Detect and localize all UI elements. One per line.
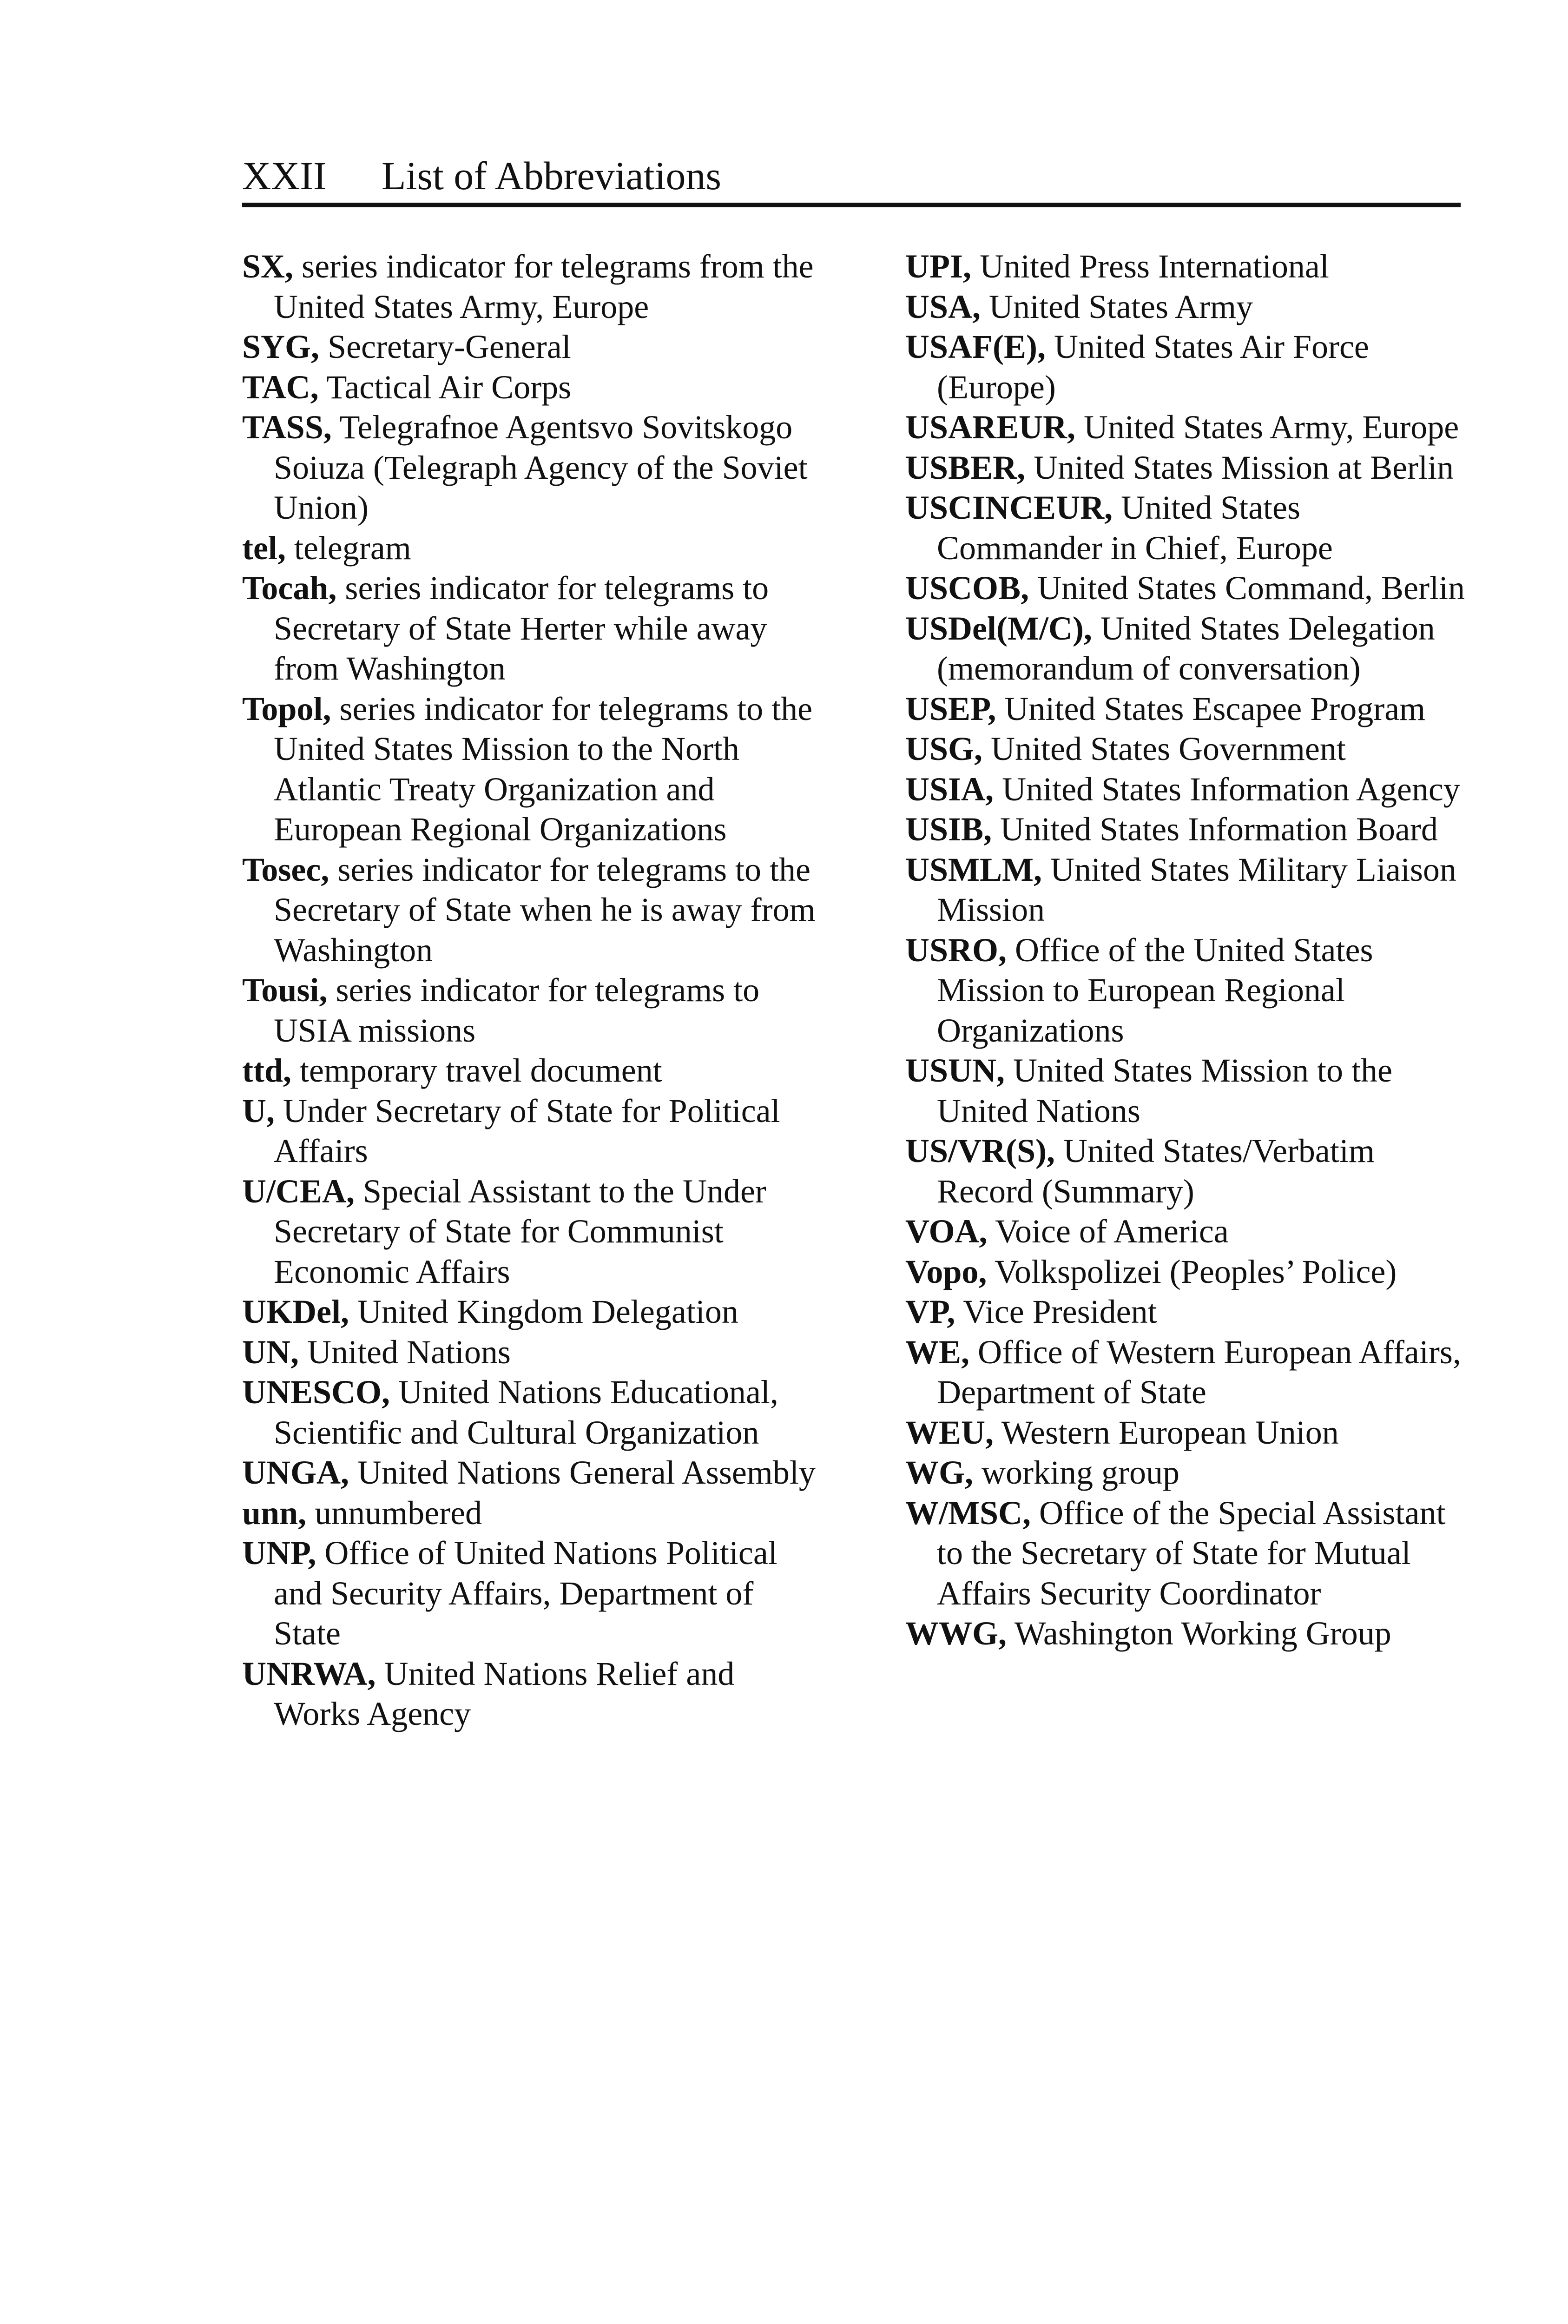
abbreviation-term: USCOB, — [905, 569, 1029, 607]
abbreviation-term: USAF(E), — [905, 328, 1046, 365]
abbreviation-term: USIA, — [905, 770, 994, 808]
abbreviation-term: Topol, — [242, 690, 331, 727]
abbreviation-term: WWG, — [905, 1615, 1007, 1652]
abbreviation-entry — [905, 1252, 1468, 1292]
abbreviation-definition: United States Commander in Chief, Europe — [937, 489, 1333, 567]
abbreviation-definition: Vice President — [955, 1293, 1157, 1330]
abbreviation-entry — [905, 327, 1468, 407]
abbreviation-term: SX, — [242, 248, 294, 285]
abbreviation-entry — [242, 528, 828, 568]
abbreviation-definition: temporary travel document — [291, 1052, 662, 1089]
abbreviation-term: USCINCEUR, — [905, 489, 1113, 526]
abbreviation-definition: Western European Union — [994, 1413, 1339, 1451]
abbreviation-definition: Voice of America — [987, 1213, 1229, 1250]
abbreviation-entry — [242, 1091, 828, 1171]
abbreviation-definition: Office of United Nations Political and Security Affairs, Department of State — [274, 1534, 777, 1652]
abbreviation-term: USDel(M/C), — [905, 609, 1092, 647]
abbreviation-definition: United Kingdom Delegation — [349, 1293, 738, 1330]
abbreviation-term: VP, — [905, 1293, 955, 1330]
abbreviation-definition: United Nations Relief and Works Agency — [274, 1655, 735, 1732]
abbreviation-definition: working group — [973, 1454, 1179, 1491]
abbreviation-definition: United States/Verbatim Record (Summary) — [937, 1132, 1375, 1210]
abbreviation-entry — [242, 407, 828, 528]
page-number: XXII — [242, 153, 327, 198]
abbreviation-entry — [905, 1332, 1468, 1413]
abbreviation-entry — [905, 246, 1468, 287]
abbreviation-entry — [242, 1493, 828, 1533]
abbreviation-entry — [242, 246, 828, 327]
abbreviation-term: USA, — [905, 288, 981, 325]
abbreviation-entry — [905, 1493, 1468, 1614]
running-title: List of Abbreviations — [382, 153, 721, 198]
abbreviation-definition: unnumbered — [306, 1494, 482, 1532]
abbreviation-term: USG, — [905, 730, 983, 767]
abbreviation-definition: United States Information Board — [992, 811, 1438, 848]
abbreviation-entry — [242, 970, 828, 1050]
abbreviation-term: USUN, — [905, 1052, 1005, 1089]
abbreviation-definition: series indicator for telegrams to the United States Mission to the North Atlantic Treaty Organization and European Regional Organizations — [274, 690, 813, 848]
abbreviation-entry — [242, 1171, 828, 1292]
abbreviation-definition: telegram — [285, 529, 411, 567]
abbreviation-entry — [242, 1452, 828, 1493]
abbreviation-entry — [905, 930, 1468, 1051]
abbreviation-term: US/VR(S), — [905, 1132, 1055, 1169]
abbreviation-definition: United States Army, Europe — [1075, 409, 1459, 446]
abbreviation-entry — [905, 407, 1468, 448]
abbreviation-term: UPI, — [905, 248, 971, 285]
abbreviation-definition: United States Government — [982, 730, 1346, 767]
abbreviation-definition: United States Information Agency — [994, 770, 1460, 808]
page-header — [242, 152, 1461, 207]
abbreviation-definition: United States Mission to the United Nations — [937, 1052, 1393, 1129]
abbreviation-definition: United States Mission at Berlin — [1025, 449, 1454, 486]
abbreviation-term: USEP, — [905, 690, 996, 727]
abbreviation-term: unn, — [242, 1494, 307, 1532]
abbreviation-entry — [242, 850, 828, 971]
abbreviation-definition: United States Air Force (Europe) — [937, 328, 1369, 406]
abbreviation-definition: Office of the United States Mission to European Regional Organizations — [937, 931, 1373, 1049]
abbreviation-entry — [242, 1654, 828, 1734]
abbreviation-term: VOA, — [905, 1213, 988, 1250]
abbreviation-entry — [905, 1050, 1468, 1131]
abbreviation-term: ttd, — [242, 1052, 291, 1089]
abbreviation-entry — [905, 809, 1468, 850]
abbreviation-definition: series indicator for telegrams from the United States Army, Europe — [274, 248, 814, 325]
abbreviation-term: Tousi, — [242, 971, 328, 1009]
abbreviation-term: WEU, — [905, 1413, 994, 1451]
abbreviation-definition: series indicator for telegrams to the Secretary of State when he is away from Washington — [274, 851, 816, 969]
abbreviation-term: WG, — [905, 1454, 974, 1491]
abbreviation-definition: United States Escapee Program — [996, 690, 1426, 727]
abbreviation-definition: Washington Working Group — [1007, 1615, 1391, 1652]
abbreviation-entry — [905, 287, 1468, 327]
abbreviation-entry — [242, 1533, 828, 1654]
abbreviation-term: Vopo, — [905, 1253, 987, 1290]
abbreviation-definition: United States Military Liaison Mission — [937, 851, 1456, 928]
abbreviation-definition: Telegrafnoe Agentsvo Sovitskogo Soiuza (Telegraph Agency of the Soviet Union) — [274, 409, 808, 526]
abbreviation-entry — [905, 850, 1468, 930]
abbreviation-term: USIB, — [905, 811, 992, 848]
abbreviation-term: SYG, — [242, 328, 320, 365]
abbreviation-definition: Office of the Special Assistant to the Secretary of State for Mutual Affairs Security Coordinator — [937, 1494, 1446, 1612]
abbreviation-term: USAREUR, — [905, 409, 1076, 446]
abbreviation-term: USBER, — [905, 449, 1026, 486]
abbreviation-definition: Volkspolizei (Peoples’ Police) — [987, 1253, 1397, 1290]
abbreviation-definition: United Nations — [299, 1333, 511, 1371]
abbreviation-entry — [242, 1050, 828, 1091]
abbreviation-definition: series indicator for telegrams to Secretary of State Herter while away from Washington — [274, 569, 769, 687]
abbreviation-term: UNESCO, — [242, 1373, 390, 1411]
abbreviation-definition: Tactical Air Corps — [318, 368, 572, 406]
abbreviation-definition: Special Assistant to the Under Secretary of State for Communist Economic Affairs — [274, 1172, 766, 1290]
abbreviation-entry — [242, 1332, 828, 1373]
abbreviation-term: U, — [242, 1092, 275, 1129]
abbreviation-entry — [905, 1413, 1468, 1453]
abbreviations-right-column — [905, 246, 1468, 1654]
abbreviation-entry — [905, 1131, 1468, 1211]
abbreviation-entry — [905, 1211, 1468, 1252]
abbreviation-definition: United States Delegation (memorandum of conversation) — [937, 609, 1435, 687]
abbreviation-entry — [905, 568, 1468, 608]
abbreviation-entry — [905, 689, 1468, 729]
abbreviation-entry — [905, 729, 1468, 769]
abbreviation-definition: Secretary-General — [319, 328, 571, 365]
abbreviation-term: W/MSC, — [905, 1494, 1031, 1532]
abbreviation-term: USMLM, — [905, 851, 1042, 888]
abbreviation-entry — [242, 1292, 828, 1332]
abbreviation-definition: United States Command, Berlin — [1029, 569, 1465, 607]
abbreviation-term: UNP, — [242, 1534, 316, 1571]
abbreviation-definition: United Press International — [971, 248, 1329, 285]
abbreviation-term: UKDel, — [242, 1293, 349, 1330]
abbreviation-entry — [905, 1452, 1468, 1493]
abbreviation-definition: United Nations General Assembly — [349, 1454, 816, 1491]
abbreviation-entry — [905, 1292, 1468, 1332]
abbreviation-term: tel, — [242, 529, 286, 567]
abbreviation-term: USRO, — [905, 931, 1007, 969]
abbreviation-term: UNRWA, — [242, 1655, 376, 1692]
abbreviation-definition: Office of Western European Affairs, Department of State — [937, 1333, 1461, 1411]
abbreviation-entry — [242, 1372, 828, 1452]
abbreviations-left-column — [242, 246, 828, 1734]
abbreviation-term: Tocah, — [242, 569, 337, 607]
abbreviation-definition: series indicator for telegrams to USIA missions — [274, 971, 760, 1049]
abbreviation-definition: United Nations Educational, Scientific and Cultural Organization — [274, 1373, 778, 1451]
abbreviation-entry — [242, 689, 828, 850]
abbreviation-term: Tosec, — [242, 851, 329, 888]
abbreviation-definition: Under Secretary of State for Political Affairs — [274, 1092, 780, 1169]
abbreviation-term: U/CEA, — [242, 1172, 355, 1210]
abbreviation-entry — [905, 1613, 1468, 1654]
abbreviation-term: TASS, — [242, 409, 332, 446]
abbreviation-definition: United States Army — [981, 288, 1253, 325]
abbreviation-entry — [242, 568, 828, 689]
abbreviation-entry — [242, 367, 828, 408]
abbreviation-entry — [905, 448, 1468, 488]
abbreviation-term: UN, — [242, 1333, 299, 1371]
abbreviation-entry — [242, 327, 828, 367]
abbreviation-term: WE, — [905, 1333, 970, 1371]
abbreviation-entry — [905, 769, 1468, 810]
abbreviation-entry — [905, 608, 1468, 689]
abbreviation-entry — [905, 488, 1468, 568]
abbreviation-term: UNGA, — [242, 1454, 349, 1491]
abbreviation-term: TAC, — [242, 368, 319, 406]
